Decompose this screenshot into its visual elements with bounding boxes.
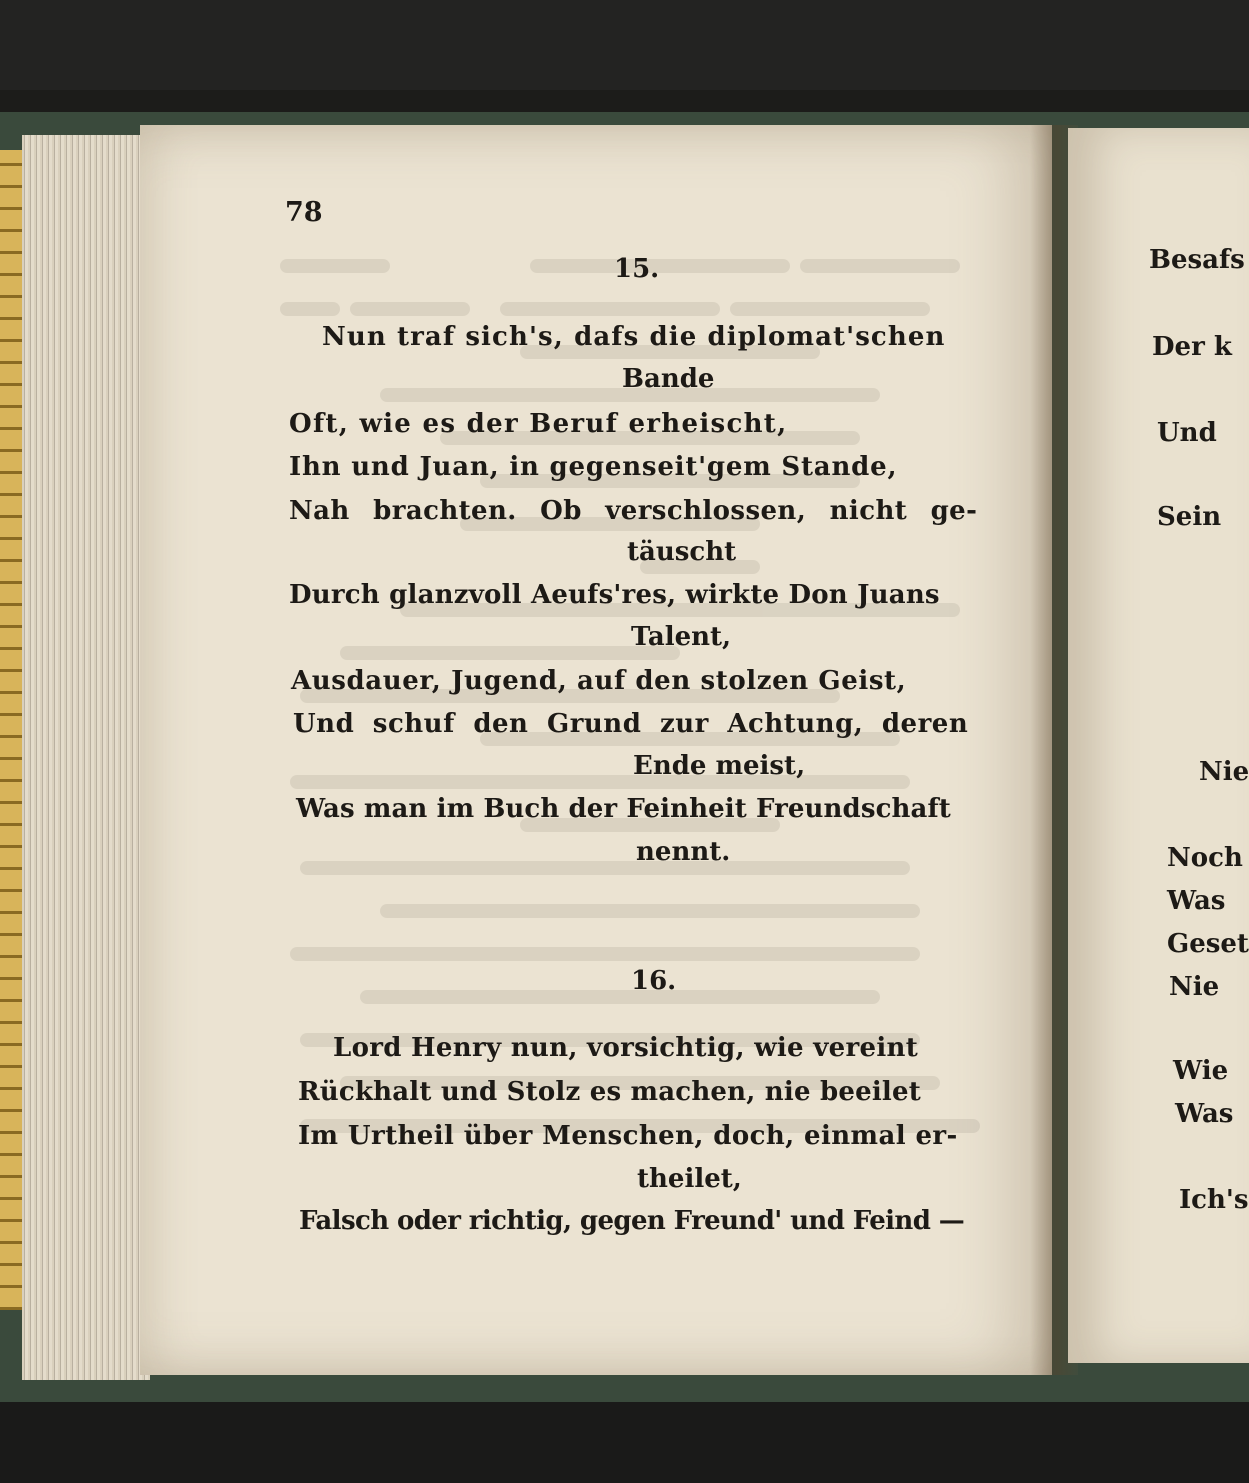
fragment-line: Und — [1157, 418, 1217, 448]
page-stack-edge — [22, 135, 150, 1380]
verse-line: Ihn und Juan, in gegenseit'gem Stande, — [289, 452, 898, 482]
fragment-line: Was — [1175, 1099, 1234, 1129]
verse-line: Lord Henry nun, vorsichtig, wie vereint — [333, 1033, 919, 1063]
verse-line: nennt. — [636, 837, 731, 867]
verse-line: Bande — [622, 364, 715, 394]
stanza-number-16: 16. — [631, 966, 677, 996]
fragment-line: Besafs — [1149, 245, 1245, 275]
right-page — [1068, 128, 1249, 1363]
verse-line: Falsch oder richtig, gegen Freund' und Feind — — [299, 1206, 965, 1236]
verse-line: Und schuf den Grund zur Achtung, deren — [293, 709, 969, 739]
verse-line: Im Urtheil über Menschen, doch, einmal er- — [298, 1121, 958, 1151]
fragment-line: Nie — [1199, 757, 1249, 787]
fragment-line: Nie — [1169, 972, 1220, 1002]
fragment-line: Noch — [1167, 843, 1243, 873]
fragment-line: Was — [1167, 886, 1226, 916]
verse-line: Ende meist, — [633, 751, 806, 781]
page-number: 78 — [285, 197, 323, 228]
verse-line: Nah brachten. Ob verschlossen, nicht ge- — [289, 496, 978, 526]
verse-line: Durch glanzvoll Aeufs'res, wirkte Don Juans — [289, 580, 940, 610]
verse-line: Talent, — [631, 622, 732, 652]
dark-background-top — [0, 0, 1249, 90]
verse-line: theilet, — [637, 1164, 742, 1194]
left-page — [140, 125, 1052, 1375]
verse-line: Nun traf sich's, dafs die diplomat'schen — [322, 322, 946, 352]
verse-line: Ausdauer, Jugend, auf den stolzen Geist, — [291, 666, 907, 696]
fragment-line: Ich's — [1179, 1185, 1249, 1215]
dark-background-bottom — [0, 1395, 1249, 1483]
verse-line: Was man im Buch der Feinheit Freundschaft — [296, 794, 951, 824]
fragment-line: Geset — [1167, 929, 1249, 959]
verse-line: täuscht — [627, 537, 737, 567]
fragment-line: Der k — [1152, 332, 1232, 362]
stanza-number-15: 15. — [614, 254, 660, 284]
verse-line: Rückhalt und Stolz es machen, nie beeilet — [298, 1077, 921, 1107]
verse-line: Oft, wie es der Beruf erheischt, — [289, 409, 788, 439]
fragment-line: Wie — [1173, 1056, 1229, 1086]
fragment-line: Sein — [1157, 502, 1222, 532]
